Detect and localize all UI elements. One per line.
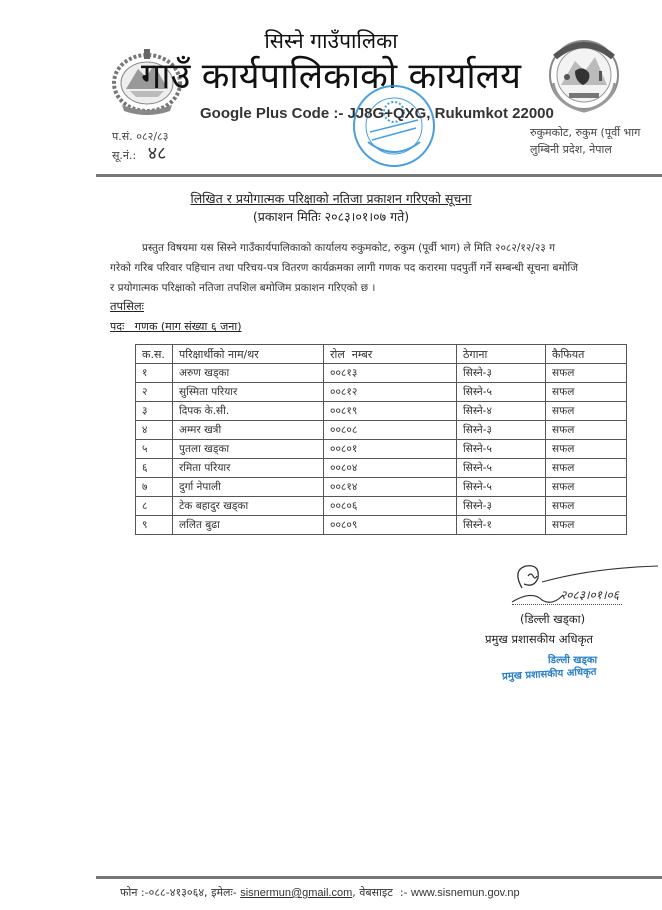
cell-remarks: सफल (546, 516, 627, 535)
signer-title: प्रमुख प्रशासकीय अधिकृत (485, 632, 593, 646)
details-label: तपसिलः (110, 299, 144, 313)
table-row (136, 440, 627, 459)
cell-remarks: सफल (546, 364, 627, 383)
cell-name: अरुण खड्का (173, 364, 324, 383)
cell-serial: ६ (136, 459, 173, 478)
cell-remarks: सफल (546, 478, 627, 497)
letter-number-value: ०८२/८३ (136, 130, 169, 143)
letter-number-label: प.सं. (112, 130, 133, 143)
email-label: इमेलः- (211, 886, 237, 899)
cell-address: सिस्ने-१ (457, 516, 546, 535)
notice-body-line: र प्रयोगात्मक परिक्षाको नतिजा तपशिल बमोजिम प्रकाशन गरिएको छ । (110, 282, 376, 294)
header-address: ठेगाना (457, 345, 546, 364)
cell-remarks: सफल (546, 402, 627, 421)
office-name: गाउँ कार्यपालिकाको कार्यालय (141, 56, 521, 97)
cell-address: सिस्ने-३ (457, 364, 546, 383)
post-label: पदः गणक (माग संख्या ६ जना) (110, 320, 242, 333)
cell-roll-number: ००८१२ (324, 383, 457, 402)
website-link[interactable]: www.sisnemun.gov.np (411, 887, 520, 899)
notice-body-line: गरेको गरिब परिवार पहिचान तथा परिचय-पत्र वितरण कार्यक्रमका लागी गणक पद करारमा पदपुर्ती गर्ने सम्बन्धी सूचना बमोजि (110, 262, 579, 274)
cell-name: दुर्गा नेपाली (173, 478, 324, 497)
office-stamp (350, 82, 438, 170)
cell-roll-number: ००८१३ (324, 364, 457, 383)
cell-remarks: सफल (546, 421, 627, 440)
cell-name: टेक बहादुर खड्का (173, 497, 324, 516)
cell-serial: ८ (136, 497, 173, 516)
table-row (136, 383, 627, 402)
cell-remarks: सफल (546, 497, 627, 516)
municipality-name: सिस्ने गाउँपालिका (264, 29, 398, 53)
cell-name: ललित बुढा (173, 516, 324, 535)
address-line-2: लुम्बिनी प्रदेश, नेपाल (530, 143, 612, 156)
phone-label: फोन :- (120, 886, 149, 899)
table-row (136, 478, 627, 497)
address-line-1: रुकुमकोट, रुकुम (पूर्वी भाग (530, 126, 641, 139)
cell-name: दिपक के.सी. (173, 402, 324, 421)
cell-address: सिस्ने-५ (457, 383, 546, 402)
table-row (136, 516, 627, 535)
cell-address: सिस्ने-५ (457, 459, 546, 478)
table-header-row (136, 345, 627, 364)
results-table (135, 344, 627, 535)
cell-serial: ७ (136, 478, 173, 497)
cell-serial: ४ (136, 421, 173, 440)
cell-address: सिस्ने-३ (457, 421, 546, 440)
notice-title-text: लिखित र प्रयोगात्मक परिक्षाको नतिजा प्रकाशन गरिएको सूचना (190, 191, 472, 206)
header-name: परिक्षार्थीको नाम/थर (173, 345, 324, 364)
table-row (136, 364, 627, 383)
seal-name: डिल्ली खड्का (548, 655, 598, 666)
cell-roll-number: ००८०६ (324, 497, 457, 516)
footer-contact (120, 885, 520, 900)
footer-divider (96, 876, 662, 879)
header-roll-number: रोल नम्बर (324, 345, 457, 364)
cell-remarks: सफल (546, 383, 627, 402)
cell-address: सिस्ने-४ (457, 402, 546, 421)
cell-roll-number: ००८०८ (324, 421, 457, 440)
publish-date: (प्रकाशन मितिः २०८३।०१।०७ गते) (252, 209, 410, 224)
cell-address: सिस्ने-५ (457, 440, 546, 459)
cell-serial: ५ (136, 440, 173, 459)
cell-name: अम्मर खत्री (173, 421, 324, 440)
dispatch-number (112, 145, 169, 164)
dispatch-number-label: सू.नं.: (112, 149, 137, 162)
signer-name: (डिल्ली खड्का) (520, 612, 586, 626)
notice-body (110, 238, 662, 298)
website-label: , वेबसाइट :- (352, 886, 408, 899)
table-row (136, 459, 627, 478)
cell-roll-number: ००८०१ (324, 440, 457, 459)
header-serial: क.स. (136, 345, 173, 364)
cell-remarks: सफल (546, 459, 627, 478)
reference-block (112, 128, 169, 164)
cell-name: रमिता परियार (173, 459, 324, 478)
cell-name: पुतला खड्का (173, 440, 324, 459)
notice-body-line: प्रस्तुत विषयमा यस सिस्ने गाउँकार्यपालिकाको कार्यालय रुकुमकोट, रुकुम (पूर्वी भाग) ले मिति २०८२/१२/२३ ग (142, 242, 555, 254)
dispatch-number-value: ४८ (147, 143, 167, 164)
phone-number: ०८८-४१३०६४, (148, 886, 208, 899)
cell-roll-number: ००८१९ (324, 402, 457, 421)
seal-title: प्रमुख प्रशासकीय अधिकृत (501, 666, 597, 683)
google-plus-code: Google Plus Code :- JJ8G+QXG, Rukumkot 22000 (200, 105, 554, 122)
cell-serial: ९ (136, 516, 173, 535)
header-remarks: कैफियत (546, 345, 627, 364)
cell-roll-number: ००८०४ (324, 459, 457, 478)
notice-title (0, 190, 662, 207)
cell-address: सिस्ने-३ (457, 497, 546, 516)
cell-address: सिस्ने-५ (457, 478, 546, 497)
table-row (136, 421, 627, 440)
cell-serial: २ (136, 383, 173, 402)
signature-line (512, 604, 622, 605)
header-divider (96, 174, 662, 177)
cell-serial: १ (136, 364, 173, 383)
cell-roll-number: ००८०९ (324, 516, 457, 535)
cell-roll-number: ००८१४ (324, 478, 457, 497)
table-row (136, 497, 627, 516)
email-link[interactable]: sisnermun@gmail.com (240, 887, 353, 899)
cell-serial: ३ (136, 402, 173, 421)
cell-remarks: सफल (546, 440, 627, 459)
table-row (136, 402, 627, 421)
handwritten-date: २०८३।०१।०६ (560, 588, 620, 602)
office-address (530, 124, 640, 158)
cell-name: सुस्मिता परियार (173, 383, 324, 402)
